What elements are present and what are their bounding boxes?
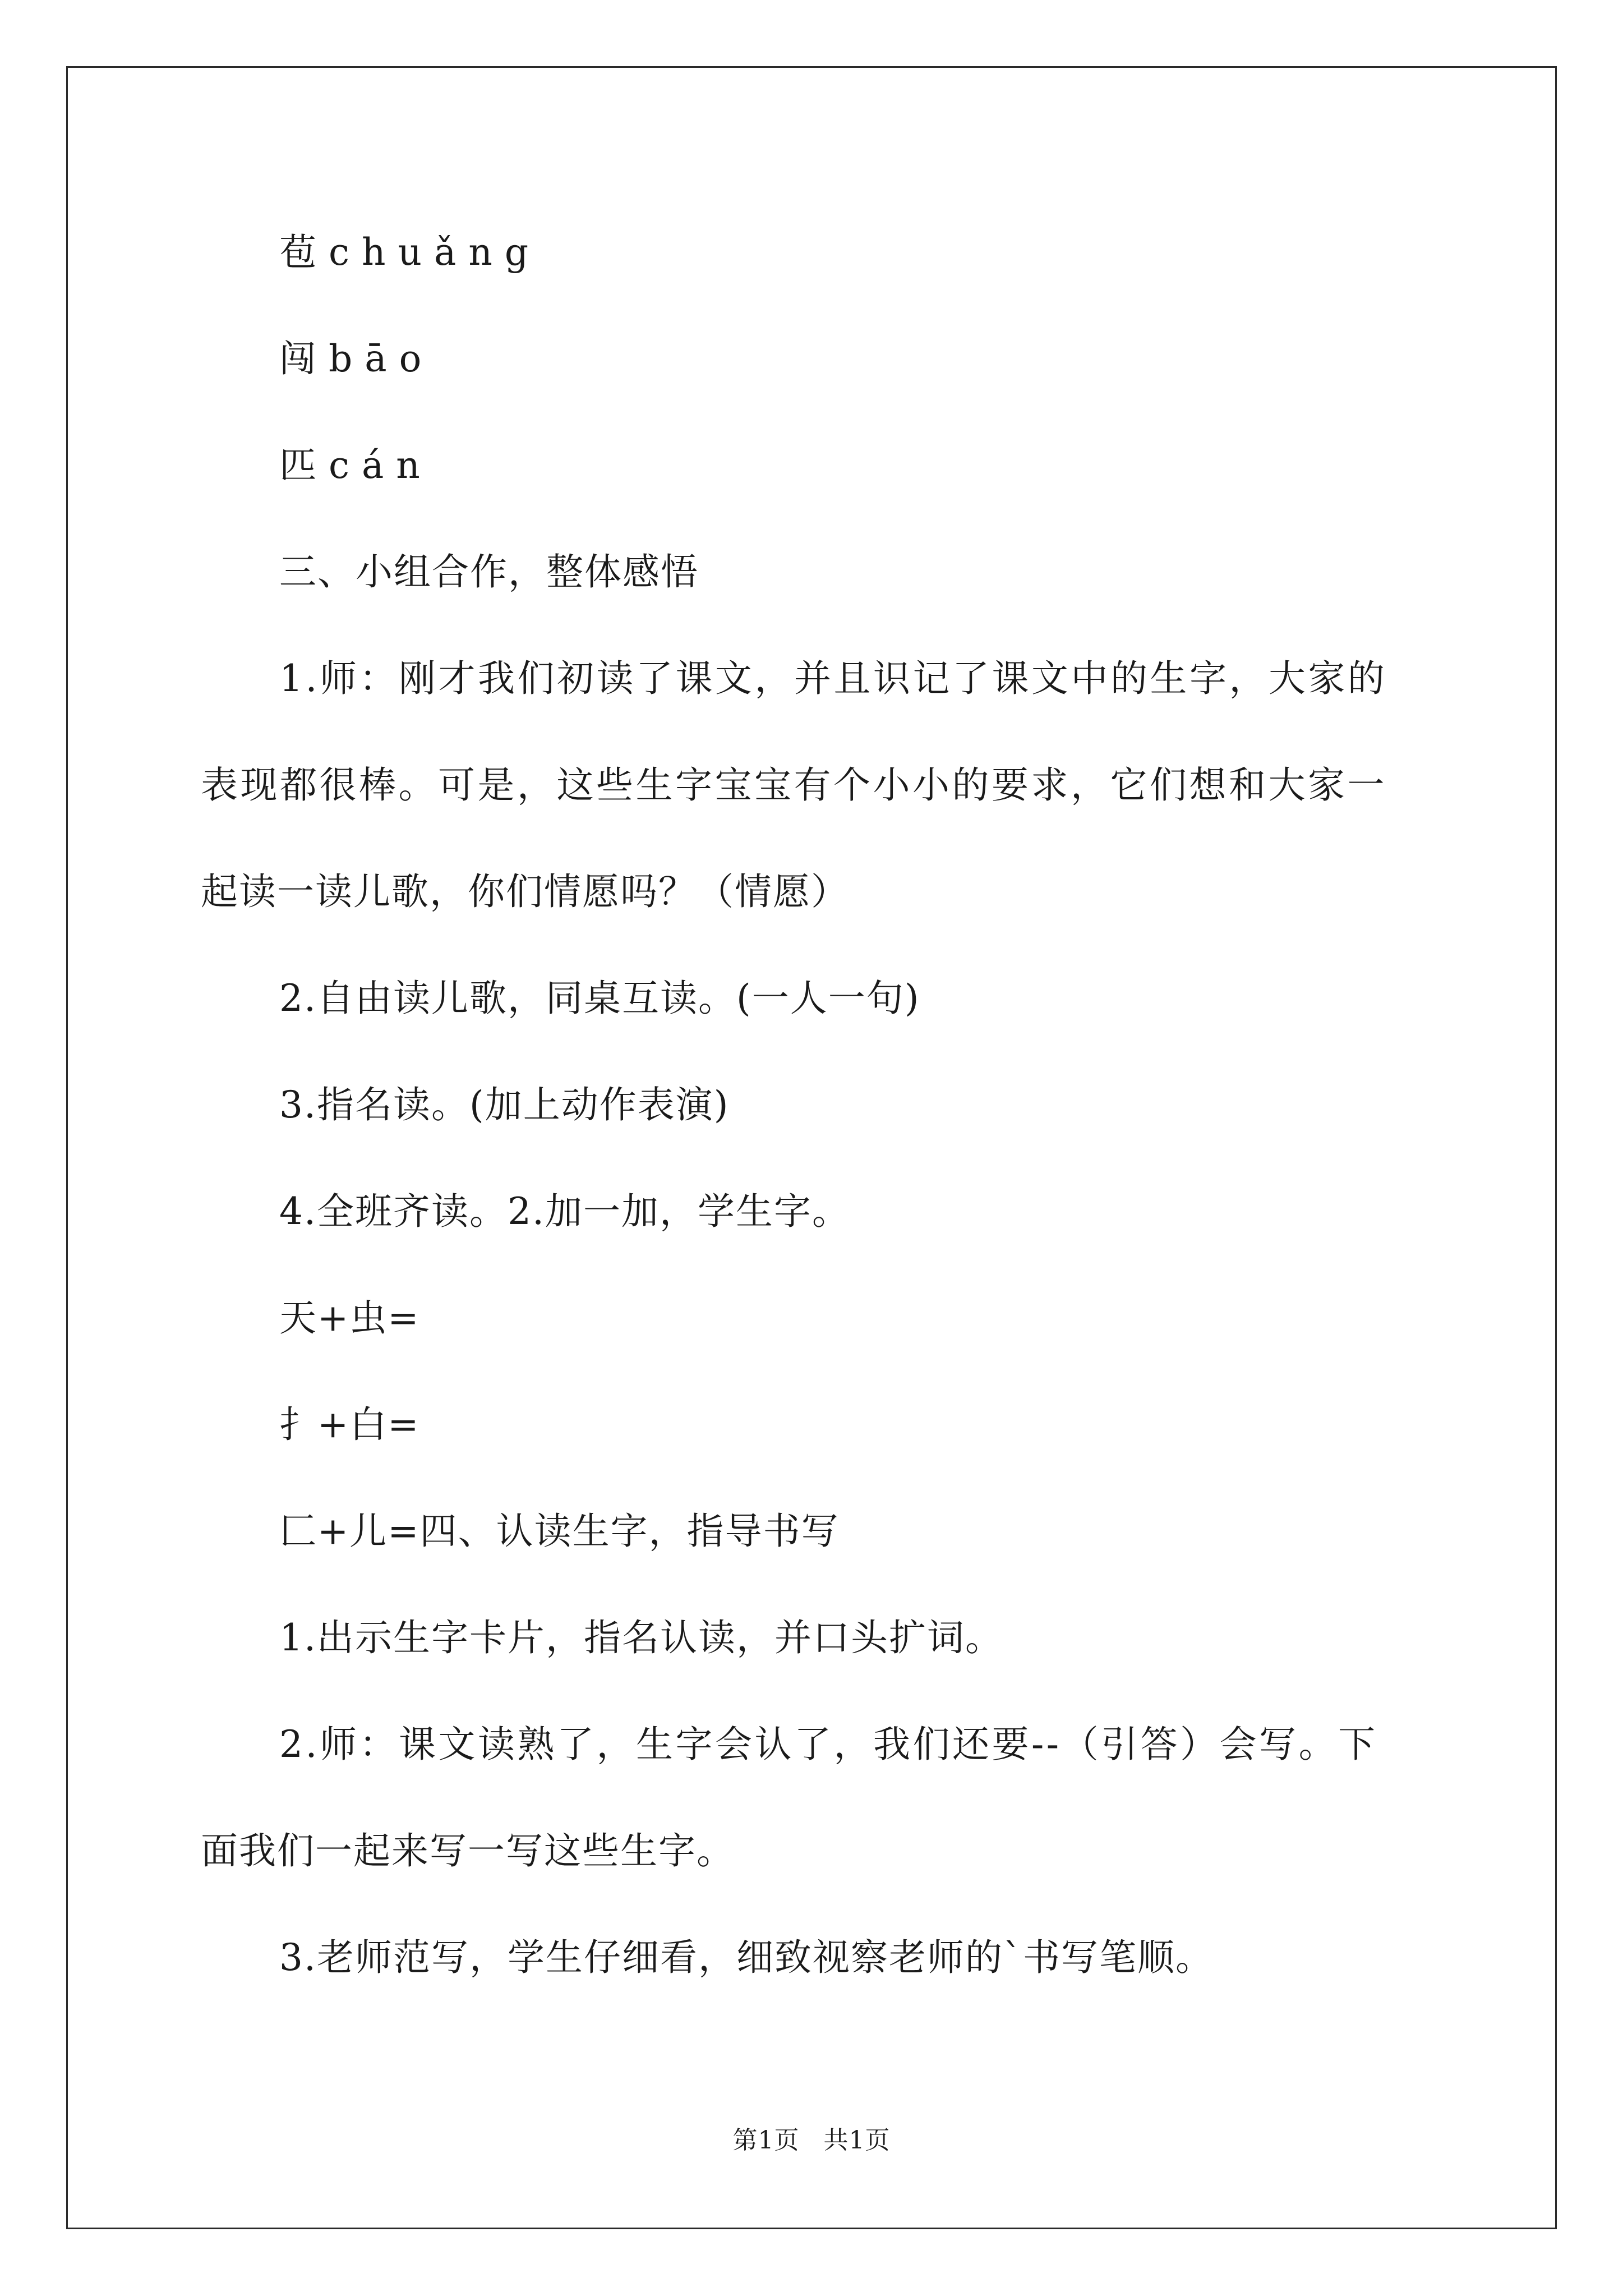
text-line-14: 1.出示生字卡片，指名认读，并口头扩词。 — [279, 1616, 1003, 1659]
text-line-15: 2.师：课文读熟了，生字会认了，我们还要--（引答）会写。下 — [279, 1723, 1378, 1766]
text-line-8: 2.自由读儿歌，同桌互读。(一人一句) — [279, 977, 920, 1020]
text-line-7: 起读一读儿歌，你们情愿吗？（情愿） — [201, 870, 849, 913]
text-line-12: 扌+白= — [279, 1403, 420, 1446]
page-number: 第1页 — [732, 2126, 800, 2155]
page-total: 共1页 — [823, 2126, 891, 2155]
page-border — [66, 66, 1557, 2229]
text-line-1: 苞chuǎng — [279, 231, 541, 274]
text-line-9: 3.指名读。(加上动作表演) — [279, 1083, 730, 1126]
text-line-11: 天+虫= — [279, 1296, 420, 1340]
section-heading-3: 三、小组合作，整体感悟 — [279, 550, 699, 593]
text-line-17: 3.老师范写，学生仔细看，细致视察老师的`书写笔顺。 — [279, 1936, 1214, 1979]
text-line-2: 闯bāo — [279, 337, 434, 380]
text-line-6: 表现都很棒。可是，这些生字宝宝有个小小的要求，它们想和大家一 — [201, 763, 1387, 807]
text-line-3: 匹cán — [279, 444, 432, 487]
page-footer — [0, 2125, 1623, 2156]
text-line-10: 4.全班齐读。2.加一加，学生字。 — [279, 1190, 850, 1233]
text-line-16: 面我们一起来写一写这些生字。 — [201, 1829, 735, 1872]
text-line-5: 1.师：刚才我们初读了课文，并且识记了课文中的生字，大家的 — [279, 657, 1387, 700]
section-heading-4: 匚+儿=四、认读生字，指导书写 — [279, 1510, 840, 1553]
